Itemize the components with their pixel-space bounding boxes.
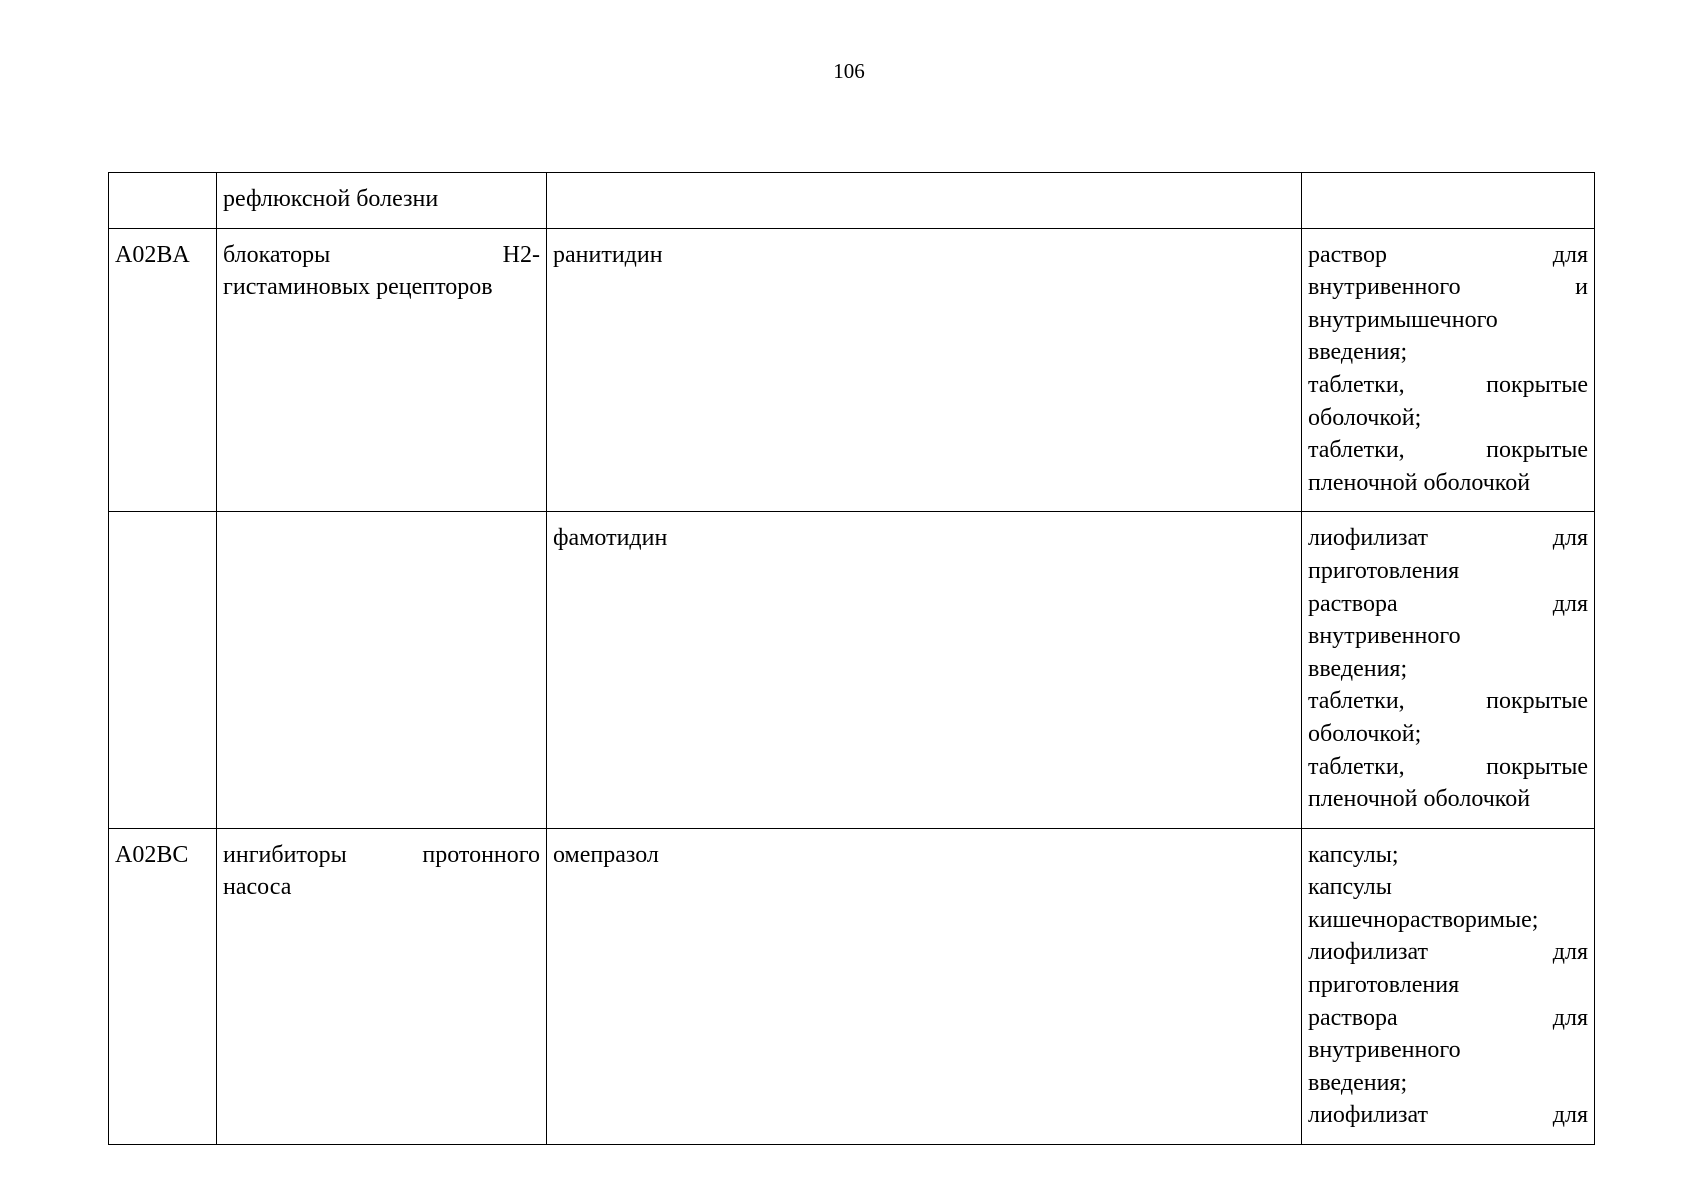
group-cell: [217, 228, 547, 512]
group-text-line: рефлюксной болезни: [223, 186, 439, 212]
dosage-form-line: введения;: [1308, 655, 1408, 682]
group-text-line: насоса: [223, 874, 292, 901]
group-cell: [217, 828, 547, 1144]
drug-table: [108, 172, 1595, 1145]
dosage-form-line: оболочкой;: [1308, 404, 1422, 431]
atc-code-cell: [109, 173, 217, 229]
dosage-form-line: капсулы: [1308, 874, 1392, 901]
dosage-form-line: внутримышечного: [1308, 306, 1498, 333]
dosage-form-line: лиофилизат для: [1308, 1102, 1588, 1129]
dosage-form-cell: [1302, 512, 1595, 828]
drug-cell: фамотидин: [547, 512, 1302, 828]
group-cell: [217, 512, 547, 828]
dosage-form-line: приготовления: [1308, 557, 1460, 584]
table-row: [109, 828, 1595, 1144]
dosage-form-line: таблетки, покрытые: [1308, 753, 1588, 780]
dosage-form-line: оболочкой;: [1308, 720, 1422, 747]
dosage-form-line: пленочной оболочкой: [1308, 786, 1531, 813]
dosage-form-line: таблетки, покрытые: [1308, 371, 1588, 398]
atc-code-cell: [109, 512, 217, 828]
dosage-form-line: внутривенного: [1308, 1037, 1461, 1064]
dosage-form-line: кишечнорастворимые;: [1308, 906, 1539, 933]
drug-cell: ранитидин: [547, 228, 1302, 512]
dosage-form-line: таблетки, покрытые: [1308, 437, 1588, 464]
dosage-form-line: введения;: [1308, 339, 1408, 366]
table-row: [109, 173, 1595, 229]
dosage-form-line: лиофилизат для: [1308, 525, 1588, 552]
dosage-form-line: внутривенного: [1308, 623, 1461, 650]
atc-code-cell: A02BC: [109, 828, 217, 1144]
dosage-form-line: раствора для: [1308, 1004, 1588, 1031]
group-text-line: блокаторы Н2-: [223, 241, 540, 268]
dosage-form-line: раствора для: [1308, 590, 1588, 617]
dosage-form-line: капсулы;: [1308, 841, 1399, 868]
dosage-form-line: внутривенного и: [1308, 274, 1588, 301]
table-row: [109, 512, 1595, 828]
dosage-form-line: приготовления: [1308, 972, 1460, 999]
group-cell: [217, 173, 547, 229]
dosage-form-cell: [1302, 228, 1595, 512]
drug-cell: [547, 173, 1302, 229]
group-text-line: ингибиторы протонного: [223, 841, 540, 868]
group-text-line: гистаминовых рецепторов: [223, 274, 493, 301]
dosage-form-line: введения;: [1308, 1069, 1408, 1096]
dosage-form-line: пленочной оболочкой: [1308, 469, 1531, 496]
dosage-form-cell: [1302, 828, 1595, 1144]
dosage-form-line: таблетки, покрытые: [1308, 688, 1588, 715]
page-number: 106: [833, 59, 865, 83]
atc-code-cell: A02BA: [109, 228, 217, 512]
dosage-form-line: лиофилизат для: [1308, 939, 1588, 966]
dosage-form-cell: [1302, 173, 1595, 229]
dosage-form-line: раствор для: [1308, 241, 1588, 268]
table-row: [109, 228, 1595, 512]
drug-cell: омепразол: [547, 828, 1302, 1144]
